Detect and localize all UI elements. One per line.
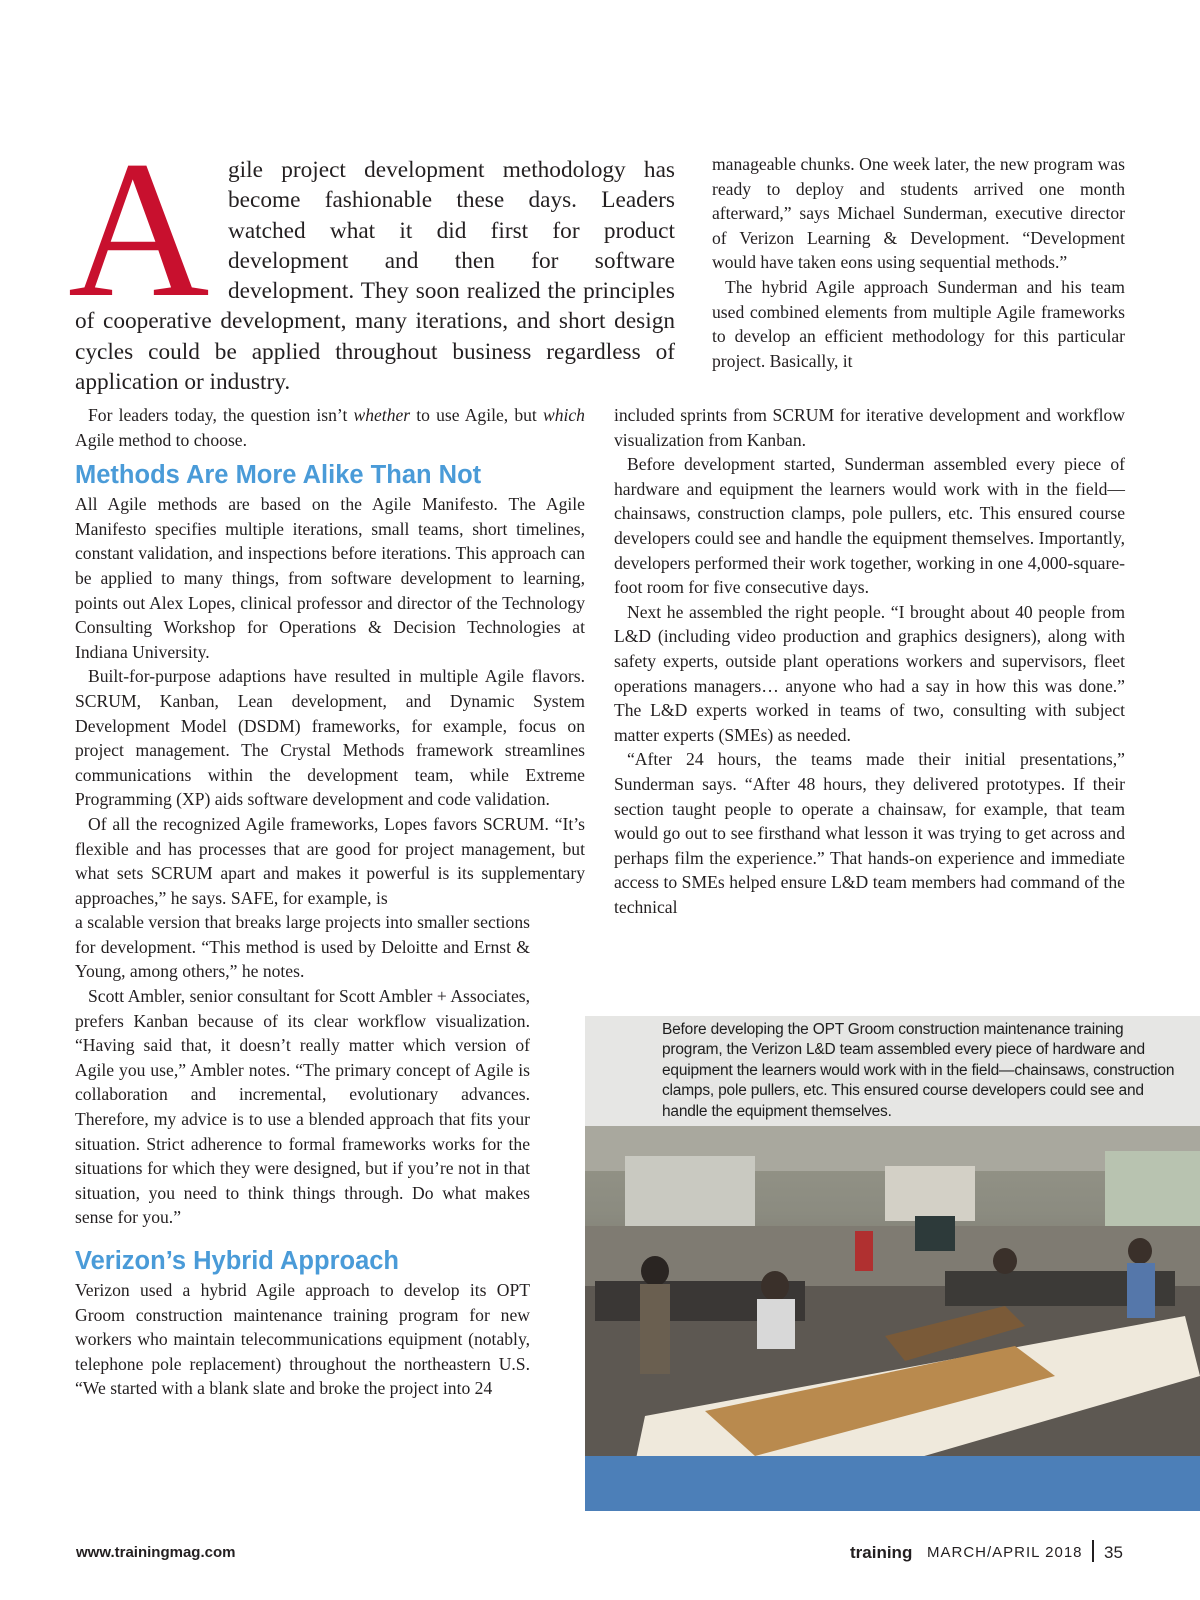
footer-url: www.trainingmag.com	[76, 1544, 236, 1561]
paragraph: Built-for-purpose adaptions have resulted in multiple Agile flavors. SCRUM, Kanban, Lean development, and Dynamic System Development Model (DSDM) frameworks, for example, focus on project management. The Crystal Methods framework streamlines communications within the development team, while Extreme Programming (XP) aids software development and code validation.	[75, 666, 585, 810]
paragraph: a scalable version that breaks large projects into smaller sections for development. “This method is used by Deloitte and Ernst & Young, among others,” he notes.	[75, 912, 530, 982]
footer-folio	[850, 1538, 1130, 1566]
page-number: 35	[1104, 1543, 1123, 1562]
person	[1128, 1238, 1152, 1264]
floor-mat	[585, 1456, 1200, 1511]
intro-paragraph	[75, 155, 675, 397]
emphasis: which	[542, 405, 585, 425]
paragraph: Before development started, Sunderman assembled every piece of hardware and equipment the learners would work with in the field—chainsaws, construction clamps, pole pullers, etc. This ensured course developers could see and handle the equipment themselves. Importantly, developers performed their work together, working in one 4,000-square-foot room for five consecutive days.	[614, 454, 1125, 598]
paragraph: Of all the recognized Agile frameworks, Lopes favors SCRUM. “It’s flexible and has processes that are good for project management, but what sets SCRUM apart and makes it powerful is its supplementary approaches,” he says. SAFE, for example, is	[75, 813, 585, 908]
left-column	[75, 403, 585, 1401]
person	[641, 1256, 669, 1286]
folio-divider	[1092, 1540, 1094, 1562]
paragraph: Scott Ambler, senior consultant for Scott Ambler + Associates, prefers Kanban because of its clear workflow visualization. “Having said that, it doesn’t really matter which version of Agile you use,” Ambler notes. “The primary concept of Agile is collaboration and incremental, evolutionary advances. Therefore, my advice is to use a blended approach that fits your situation. Strict adherence to formal frameworks works for the situations for which they were designed, but if you’re not in that situation, you need to think things through. Do what makes sense for you.”	[75, 986, 530, 1228]
person	[640, 1284, 670, 1374]
person	[993, 1248, 1017, 1274]
intro-text: gile project development methodology has become fashionable these days. Leaders watched what it did first for product development and then for software development. They soon realized the principles of cooperative development, many iterations, and short design cycles could be applied throughout business regardless of application or industry.	[75, 157, 675, 396]
paragraph: included sprints from SCRUM for iterative development and workflow visualization from Kanban.	[614, 405, 1125, 450]
text-run: to use Agile, but	[410, 405, 543, 425]
banner	[855, 1231, 873, 1271]
paragraph: All Agile methods are based on the Agile Manifesto. The Agile Manifesto specifies multiple iterations, small teams, short timelines, constant validation, and inspections before iterations. This approach can be applied to many things, from software development to learning, points out Alex Lopes, clinical professor and director of the Technology Consulting Workshop for Operations & Decision Technologies at Indiana University.	[75, 494, 585, 662]
issue-date: MARCH/APRIL 2018	[927, 1544, 1083, 1561]
section-heading: Methods Are More Alike Than Not	[75, 461, 482, 490]
magazine-brand: training	[850, 1543, 913, 1562]
emphasis: whether	[353, 405, 411, 425]
drop-cap: A	[68, 121, 208, 338]
paragraph: Next he assembled the right people. “I brought about 40 people from L&D (including video production and graphics designers), along with safety experts, outside plant operations workers and supervisors, fleet operations managers… anyone who had a say in how this was done.” The L&D experts worked in teams of two, consulting with subject matter experts (SMEs) as needed.	[614, 601, 1125, 745]
window	[885, 1166, 975, 1221]
paragraph: The hybrid Agile approach Sunderman and his team used combined elements from multiple Agile frameworks to develop an efficient methodology for this particular project. Basically, it	[712, 276, 1125, 371]
person	[761, 1271, 789, 1301]
paragraph	[75, 403, 585, 452]
text-run: Agile method to choose.	[75, 429, 247, 450]
monitor	[915, 1216, 955, 1251]
text-run: For leaders today, the question isn’t	[88, 405, 354, 425]
section-heading: Verizon’s Hybrid Approach	[75, 1247, 400, 1275]
narrow-column	[75, 910, 530, 1401]
paragraph: manageable chunks. One week later, the new program was ready to deploy and students arrived one month afterward,” says Michael Sunderman, executive director of Verizon Learning & Development. “Development would have taken eons using sequential methods.”	[712, 154, 1125, 273]
person	[1127, 1263, 1155, 1318]
window	[625, 1156, 755, 1226]
photo-caption: Before developing the OPT Groom construction maintenance training program, the Verizon L&D team assembled every piece of hardware and equipment the learners would work with in the field—chainsaws, construction clamps, pole pullers, etc. This ensured course developers could see and handle the equipment themselves.	[662, 1021, 1175, 1120]
paragraph: Verizon used a hybrid Agile approach to develop its OPT Groom construction maintenance training program for new workers who maintain telecommunications equipment (notably, telephone pole replacement) throughout the northeastern U.S. “We started with a blank slate and broke the project into 24	[75, 1280, 530, 1399]
right-column-top	[712, 152, 1125, 373]
right-column	[614, 403, 1125, 919]
paragraph: “After 24 hours, the teams made their initial presentations,” Sunderman says. “After 48 hours, they delivered prototypes. If their section taught people to operate a chainsaw, for example, that team would go out to see firsthand what lesson it was trying to get across and perhaps film the experience.” That hands-on experience and immediate access to SMEs helped ensure L&D team members had command of the technical	[614, 749, 1125, 917]
person	[757, 1299, 795, 1349]
